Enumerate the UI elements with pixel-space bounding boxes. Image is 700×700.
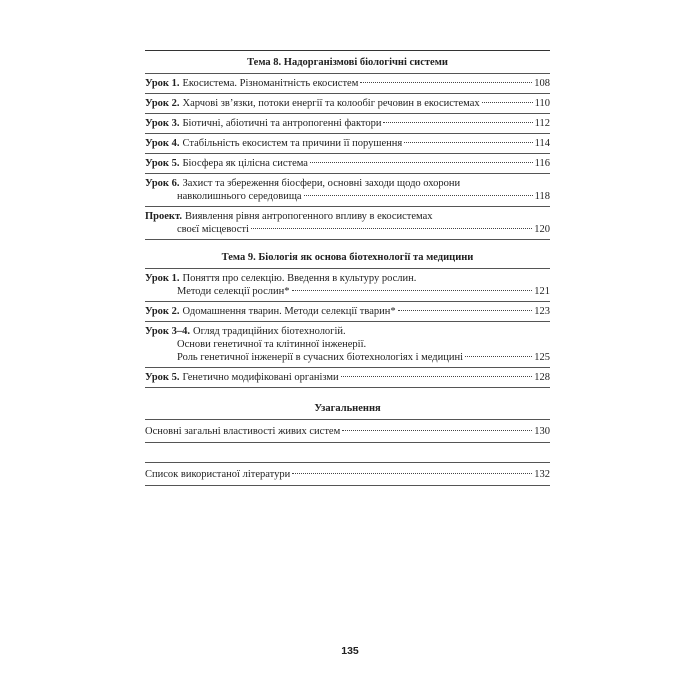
leader-dots xyxy=(292,290,533,291)
toc-entry[interactable] xyxy=(145,207,550,239)
toc-entry[interactable] xyxy=(145,269,550,301)
lesson-title: своєї місцевості xyxy=(177,224,249,235)
entry-text: Основні загальні властивості живих систем xyxy=(145,426,341,437)
lesson-prefix: Урок 5. xyxy=(145,372,180,383)
leader-dots xyxy=(482,102,533,103)
toc-entry[interactable] xyxy=(145,154,550,173)
leader-dots xyxy=(251,228,532,229)
divider xyxy=(145,442,550,443)
references-entry[interactable] xyxy=(145,468,550,481)
summary-entry[interactable] xyxy=(145,425,550,438)
lesson-title: Екосистема. Різноманітність екосистем xyxy=(182,78,359,89)
summary-title: Узагальнення xyxy=(314,403,381,414)
lesson-prefix: Урок 6. xyxy=(145,178,180,189)
lesson-title: Методи селекції рослин* xyxy=(177,286,290,297)
lesson-title: Основи генетичної та клітинної інженерії. xyxy=(177,339,367,350)
leader-dots xyxy=(398,310,533,311)
leader-dots xyxy=(304,195,533,196)
leader-dots xyxy=(342,430,532,431)
lesson-prefix: Урок 4. xyxy=(145,138,180,149)
lesson-page: 121 xyxy=(534,286,550,297)
leader-dots xyxy=(383,122,532,123)
lesson-title: Виявлення рівня антропогенного впливу в екосистемах xyxy=(184,211,433,222)
lesson-page: 112 xyxy=(534,118,550,129)
toc-entry[interactable] xyxy=(145,368,550,387)
toc-entry[interactable] xyxy=(145,302,550,321)
lesson-page: 128 xyxy=(534,372,550,383)
lesson-title: Захист та збереження біосфери, основні заходи щодо охорони xyxy=(182,178,461,189)
lesson-page: 120 xyxy=(534,224,550,235)
topic9-lesson-list xyxy=(145,269,550,388)
lesson-prefix: Урок 2. xyxy=(145,98,180,109)
lesson-page: 114 xyxy=(534,138,550,149)
lesson-title: Біосфера як цілісна система xyxy=(182,158,308,169)
entry-page: 132 xyxy=(534,469,550,480)
divider xyxy=(145,239,550,240)
leader-dots xyxy=(465,356,532,357)
leader-dots xyxy=(360,82,532,83)
leader-dots xyxy=(292,473,532,474)
lesson-page: 123 xyxy=(534,306,550,317)
topic9-title: Тема 9. Біологія як основа біотехнології та медицини xyxy=(221,252,474,263)
entry-page: 130 xyxy=(534,426,550,437)
lesson-page: 116 xyxy=(534,158,550,169)
lesson-prefix: Урок 1. xyxy=(145,78,180,89)
toc-entry[interactable] xyxy=(145,94,550,113)
toc-entry[interactable] xyxy=(145,114,550,133)
divider xyxy=(145,485,550,486)
lesson-title: навколишнього середовища xyxy=(177,191,302,202)
lesson-title: Поняття про селекцію. Введення в культуру рослин. xyxy=(182,273,417,284)
lesson-page: 110 xyxy=(534,98,550,109)
lesson-prefix: Урок 1. xyxy=(145,273,180,284)
divider xyxy=(145,462,550,463)
toc-entry[interactable] xyxy=(145,74,550,93)
toc-entry[interactable] xyxy=(145,134,550,153)
divider xyxy=(145,387,550,388)
entry-text: Список використаної літератури xyxy=(145,469,291,480)
lesson-title: Харчові зв’язки, потоки енергії та колообіг речовин в екосистемах xyxy=(182,98,480,109)
divider xyxy=(145,419,550,420)
leader-dots xyxy=(341,376,533,377)
lesson-page: 108 xyxy=(534,78,550,89)
lesson-title: Огляд традиційних біотехнологій. xyxy=(192,326,346,337)
lesson-title: Одомашнення тварин. Методи селекції тварин* xyxy=(182,306,396,317)
lesson-title: Генетично модифіковані організми xyxy=(182,372,339,383)
leader-dots xyxy=(310,162,533,163)
lesson-page: 118 xyxy=(534,191,550,202)
lesson-title: Біотичні, абіотичні та антропогенні фактори xyxy=(182,118,382,129)
lesson-title: Роль генетичної інженерії в сучасних біотехнологіях і медицині xyxy=(177,352,464,363)
lesson-prefix: Урок 5. xyxy=(145,158,180,169)
toc-entry[interactable] xyxy=(145,174,550,206)
table-of-contents xyxy=(145,50,550,486)
topic8-title: Тема 8. Надорганізмові біологічні системи xyxy=(247,57,448,68)
lesson-prefix: Урок 3–4. xyxy=(145,326,190,337)
lesson-prefix: Урок 2. xyxy=(145,306,180,317)
topic8-lesson-list xyxy=(145,74,550,240)
toc-entry[interactable] xyxy=(145,322,550,367)
page-number: 135 xyxy=(341,645,359,657)
lesson-title: Стабільність екосистем та причини її порушення xyxy=(182,138,403,149)
lesson-page: 125 xyxy=(534,352,550,363)
leader-dots xyxy=(404,142,532,143)
lesson-prefix: Проект. xyxy=(145,211,182,222)
lesson-prefix: Урок 3. xyxy=(145,118,180,129)
